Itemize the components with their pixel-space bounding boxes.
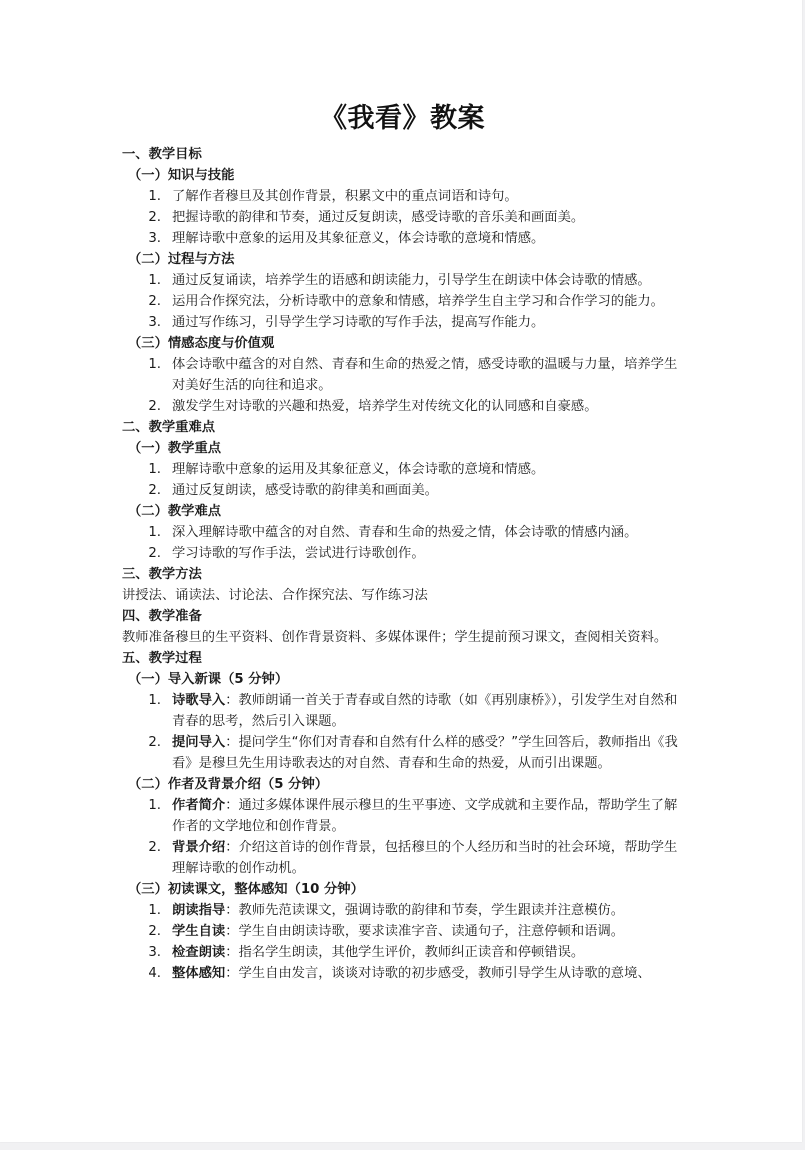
numbered-list xyxy=(122,900,688,984)
list-number: 2. xyxy=(148,483,161,498)
list-item-text: ：教师先范读课文，强调诗歌的韵律和节奏，学生跟读并注意模仿。 xyxy=(225,903,625,918)
paragraph: 教师准备穆旦的生平资料、创作背景资料、多媒体课件；学生提前预习课文，查阅相关资料。 xyxy=(122,630,668,645)
list-item xyxy=(122,795,688,837)
list-number: 2. xyxy=(148,294,161,309)
list-number: 1. xyxy=(148,525,161,540)
paragraph: 讲授法、诵读法、讨论法、合作探究法、写作练习法 xyxy=(122,588,428,603)
list-number: 1. xyxy=(148,357,161,372)
list-number: 3. xyxy=(148,315,161,330)
list-item xyxy=(122,732,688,774)
list-item xyxy=(122,291,688,312)
list-item xyxy=(122,690,688,732)
list-number: 2. xyxy=(148,735,161,750)
list-number: 4. xyxy=(148,966,161,981)
numbered-list xyxy=(122,459,688,501)
list-item-text: 激发学生对诗歌的兴趣和热爱，培养学生对传统文化的认同感和自豪感。 xyxy=(172,399,598,414)
list-item-text: 理解诗歌中意象的运用及其象征意义，体会诗歌的意境和情感。 xyxy=(172,462,545,477)
subsection-heading: （二）过程与方法 xyxy=(128,252,235,267)
list-number: 2. xyxy=(148,210,161,225)
numbered-list xyxy=(122,186,688,249)
list-number: 1. xyxy=(148,693,161,708)
section-heading: 五、教学过程 xyxy=(122,651,202,666)
section-heading: 四、教学准备 xyxy=(122,609,202,624)
numbered-list xyxy=(122,690,688,774)
list-item-text: 通过写作练习，引导学生学习诗歌的写作手法，提高写作能力。 xyxy=(172,315,545,330)
list-item-text: ：指名学生朗读，其他学生评价，教师纠正读音和停顿错误。 xyxy=(225,945,585,960)
list-item-text: ：学生自由朗读诗歌，要求读准字音、读通句子，注意停顿和语调。 xyxy=(225,924,625,939)
list-item-text: ：教师朗诵一首关于青春或自然的诗歌（如《再别康桥》），引发学生对自然和青春的思考，然后引入课题。 xyxy=(172,693,678,729)
list-item-text: 深入理解诗歌中蕴含的对自然、青春和生命的热爱之情，体会诗歌的情感内涵。 xyxy=(172,525,638,540)
list-item-text: 体会诗歌中蕴含的对自然、青春和生命的热爱之情，感受诗歌的温暖与力量，培养学生对美好生活的向往和追求。 xyxy=(172,357,678,393)
list-number: 1. xyxy=(148,903,161,918)
subsection-heading: （一）知识与技能 xyxy=(128,168,235,183)
section-heading: 一、教学目标 xyxy=(122,147,202,162)
subsection-heading: （一）导入新课（5 分钟） xyxy=(128,672,289,687)
list-item xyxy=(122,963,688,984)
list-item-label: 背景介绍 xyxy=(172,840,226,855)
list-item xyxy=(122,459,688,480)
list-item xyxy=(122,900,688,921)
list-item-text: 把握诗歌的韵律和节奏，通过反复朗读，感受诗歌的音乐美和画面美。 xyxy=(172,210,585,225)
list-item xyxy=(122,228,688,249)
list-item xyxy=(122,921,688,942)
list-item xyxy=(122,312,688,333)
section-heading: 二、教学重难点 xyxy=(122,420,216,435)
list-item-text: 通过反复朗读，感受诗歌的韵律美和画面美。 xyxy=(172,483,438,498)
list-item-label: 整体感知 xyxy=(172,966,226,981)
list-item xyxy=(122,207,688,228)
list-item-text: ：学生自由发言，谈谈对诗歌的初步感受，教师引导学生从诗歌的意境、 xyxy=(225,966,651,981)
list-item-label: 作者简介 xyxy=(172,798,226,813)
subsection-heading: （一）教学重点 xyxy=(128,441,222,456)
subsection-heading: （二）教学难点 xyxy=(128,504,222,519)
list-item-text: 运用合作探究法，分析诗歌中的意象和情感，培养学生自主学习和合作学习的能力。 xyxy=(172,294,664,309)
list-item-text: ：提问学生“你们对青春和自然有什么样的感受？”学生回答后，教师指出《我看》是穆旦先生用诗歌表达的对自然、青春和生命的热爱，从而引出课题。 xyxy=(172,735,678,771)
section-heading: 三、教学方法 xyxy=(122,567,202,582)
list-item xyxy=(122,396,688,417)
list-item xyxy=(122,837,688,879)
list-number: 1. xyxy=(148,189,161,204)
document-title: 《我看》教案 xyxy=(320,103,485,134)
list-item xyxy=(122,354,688,396)
list-item xyxy=(122,522,688,543)
list-number: 1. xyxy=(148,273,161,288)
list-number: 2. xyxy=(148,840,161,855)
list-number: 2. xyxy=(148,399,161,414)
list-item-label: 朗读指导 xyxy=(172,903,226,918)
list-item-text: 了解作者穆旦及其创作背景，积累文中的重点词语和诗句。 xyxy=(172,189,518,204)
list-number: 2. xyxy=(148,924,161,939)
list-item-text: 学习诗歌的写作手法，尝试进行诗歌创作。 xyxy=(172,546,425,561)
list-item xyxy=(122,942,688,963)
list-number: 3. xyxy=(148,945,161,960)
list-item-label: 检查朗读 xyxy=(172,945,226,960)
numbered-list xyxy=(122,354,688,417)
numbered-list xyxy=(122,270,688,333)
list-item xyxy=(122,186,688,207)
list-item-label: 提问导入 xyxy=(172,735,226,750)
list-item xyxy=(122,543,688,564)
list-item-text: ：通过多媒体课件展示穆旦的生平事迹、文学成就和主要作品，帮助学生了解作者的文学地位和创作背景。 xyxy=(172,798,678,834)
list-number: 2. xyxy=(148,546,161,561)
list-number: 1. xyxy=(148,798,161,813)
list-item-text: 理解诗歌中意象的运用及其象征意义，体会诗歌的意境和情感。 xyxy=(172,231,545,246)
list-number: 3. xyxy=(148,231,161,246)
document-body xyxy=(122,144,688,984)
subsection-heading: （三）初读课文，整体感知（10 分钟） xyxy=(128,882,364,897)
list-number: 1. xyxy=(148,462,161,477)
list-item xyxy=(122,270,688,291)
list-item xyxy=(122,480,688,501)
subsection-heading: （三）情感态度与价值观 xyxy=(128,336,275,351)
list-item-text: 通过反复诵读，培养学生的语感和朗读能力，引导学生在朗读中体会诗歌的情感。 xyxy=(172,273,651,288)
numbered-list xyxy=(122,795,688,879)
list-item-text: ：介绍这首诗的创作背景，包括穆旦的个人经历和当时的社会环境，帮助学生理解诗歌的创作动机。 xyxy=(172,840,678,876)
subsection-heading: （二）作者及背景介绍（5 分钟） xyxy=(128,777,329,792)
numbered-list xyxy=(122,522,688,564)
list-item-label: 诗歌导入 xyxy=(172,693,226,708)
list-item-label: 学生自读 xyxy=(172,924,226,939)
